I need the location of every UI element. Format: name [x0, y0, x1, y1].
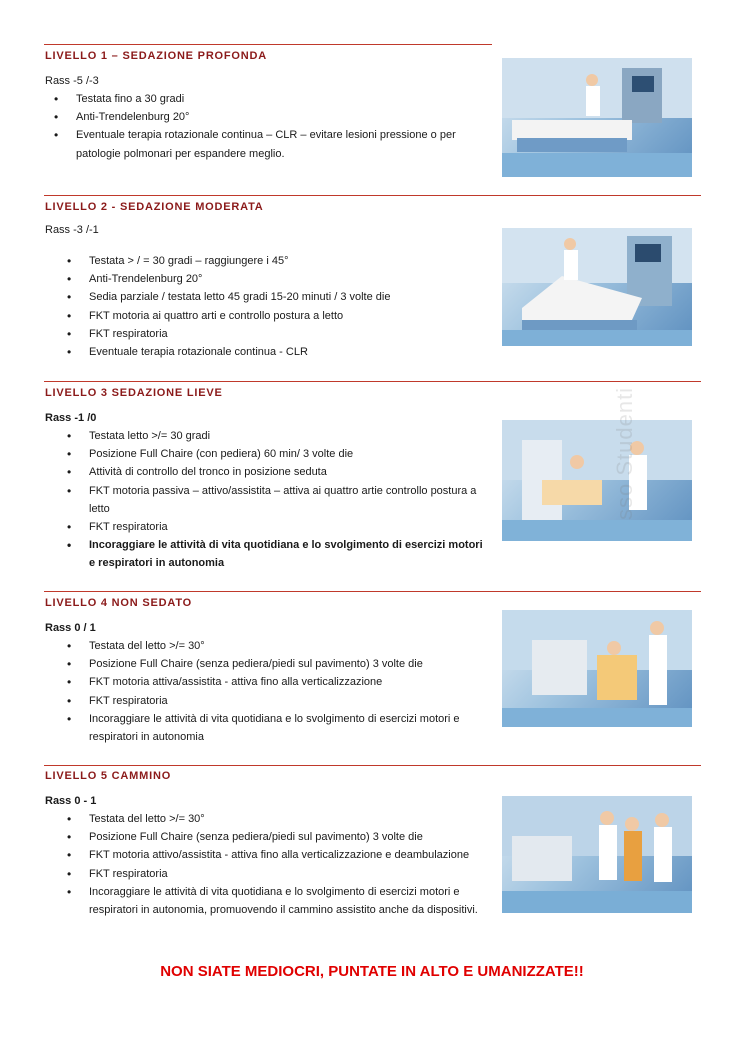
list-item: • Testata > / = 30 gradi – raggiungere i 45°: [89, 252, 489, 270]
list-item: • FKT respiratoria: [89, 518, 484, 536]
level-3-list: [89, 427, 484, 573]
list-item: • Incoraggiare le attività di vita quotidiana e lo svolgimento di esercizi motori e respiratori in autonomia, promuovendo il cammino assistito anche da dispositivi.: [89, 883, 494, 919]
level-4-rass: Rass 0 / 1: [45, 622, 96, 634]
level-2-heading: LIVELLO 2 - SEDAZIONE MODERATA: [45, 201, 264, 213]
section-divider: [44, 195, 701, 196]
list-item: • FKT motoria attiva/assistita - attiva fino alla verticalizzazione: [89, 673, 499, 691]
icu-bed-photo-2: [502, 228, 692, 346]
list-item: • Sedia parziale / testata letto 45 gradi 15-20 minuti / 3 volte die: [89, 288, 489, 306]
list-item: • FKT motoria attivo/assistita - attiva fino alla verticalizzazione e deambulazione: [89, 846, 494, 864]
section-divider: [44, 591, 701, 592]
list-item: • FKT respiratoria: [89, 692, 499, 710]
icu-chair-photo-4: [502, 610, 692, 727]
level-4-heading: LIVELLO 4 NON SEDATO: [45, 597, 192, 609]
icu-bed-photo-1: [502, 58, 692, 177]
walking-photo-5: [502, 796, 692, 913]
list-item: • Incoraggiare le attività di vita quotidiana e lo svolgimento di esercizi motori e respiratori in autonomia: [89, 710, 499, 746]
list-item: • Posizione Full Chaire (senza pediera/piedi sul pavimento) 3 volte die: [89, 828, 494, 846]
level-5-rass: Rass 0 - 1: [45, 795, 97, 807]
level-1-rass: Rass -5 /-3: [45, 75, 99, 87]
list-item: • FKT respiratoria: [89, 325, 489, 343]
list-item: • Testata del letto >/= 30°: [89, 637, 499, 655]
watermark: sso Studenti: [612, 386, 637, 520]
list-item: • Anti-Trendelenburg 20°: [76, 108, 496, 126]
list-item: • FKT motoria passiva – attivo/assistita – attiva ai quattro artie controllo postura a letto: [89, 482, 484, 518]
list-item: • Testata del letto >/= 30°: [89, 810, 494, 828]
list-item: • Posizione Full Chaire (con pediera) 60 min/ 3 volte die: [89, 445, 484, 463]
list-item: • Testata letto >/= 30 gradi: [89, 427, 484, 445]
icu-chair-photo-3: [502, 420, 692, 541]
section-divider: [44, 44, 492, 45]
level-2-list: [89, 252, 489, 361]
list-item: • Anti-Trendelenburg 20°: [89, 270, 489, 288]
level-4-list: [89, 637, 499, 746]
list-item: • FKT motoria ai quattro arti e controllo postura a letto: [89, 307, 489, 325]
level-2-rass: Rass -3 /-1: [45, 224, 99, 236]
list-item: • Eventuale terapia rotazionale continua - CLR: [89, 343, 489, 361]
closing-slogan: NON SIATE MEDIOCRI, PUNTATE IN ALTO E UMANIZZATE!!: [160, 963, 584, 980]
level-1-list: [76, 90, 496, 163]
level-5-list: [89, 810, 494, 919]
list-item: • Incoraggiare le attività di vita quotidiana e lo svolgimento di esercizi motori e respiratori in autonomia: [89, 536, 484, 572]
level-1-heading: LIVELLO 1 – SEDAZIONE PROFONDA: [45, 50, 268, 62]
list-item: • Eventuale terapia rotazionale continua – CLR – evitare lesioni pressione o per patologie polmonari per espandere meglio.: [76, 126, 496, 162]
level-3-rass: Rass -1 /0: [45, 412, 97, 424]
list-item: • Posizione Full Chaire (senza pediera/piedi sul pavimento) 3 volte die: [89, 655, 499, 673]
level-5-heading: LIVELLO 5 CAMMINO: [45, 770, 172, 782]
level-3-heading: LIVELLO 3 SEDAZIONE LIEVE: [45, 387, 223, 399]
section-divider: [44, 381, 701, 382]
section-divider: [44, 765, 701, 766]
list-item: • Testata fino a 30 gradi: [76, 90, 496, 108]
list-item: • Attività di controllo del tronco in posizione seduta: [89, 463, 484, 481]
list-item: • FKT respiratoria: [89, 865, 494, 883]
